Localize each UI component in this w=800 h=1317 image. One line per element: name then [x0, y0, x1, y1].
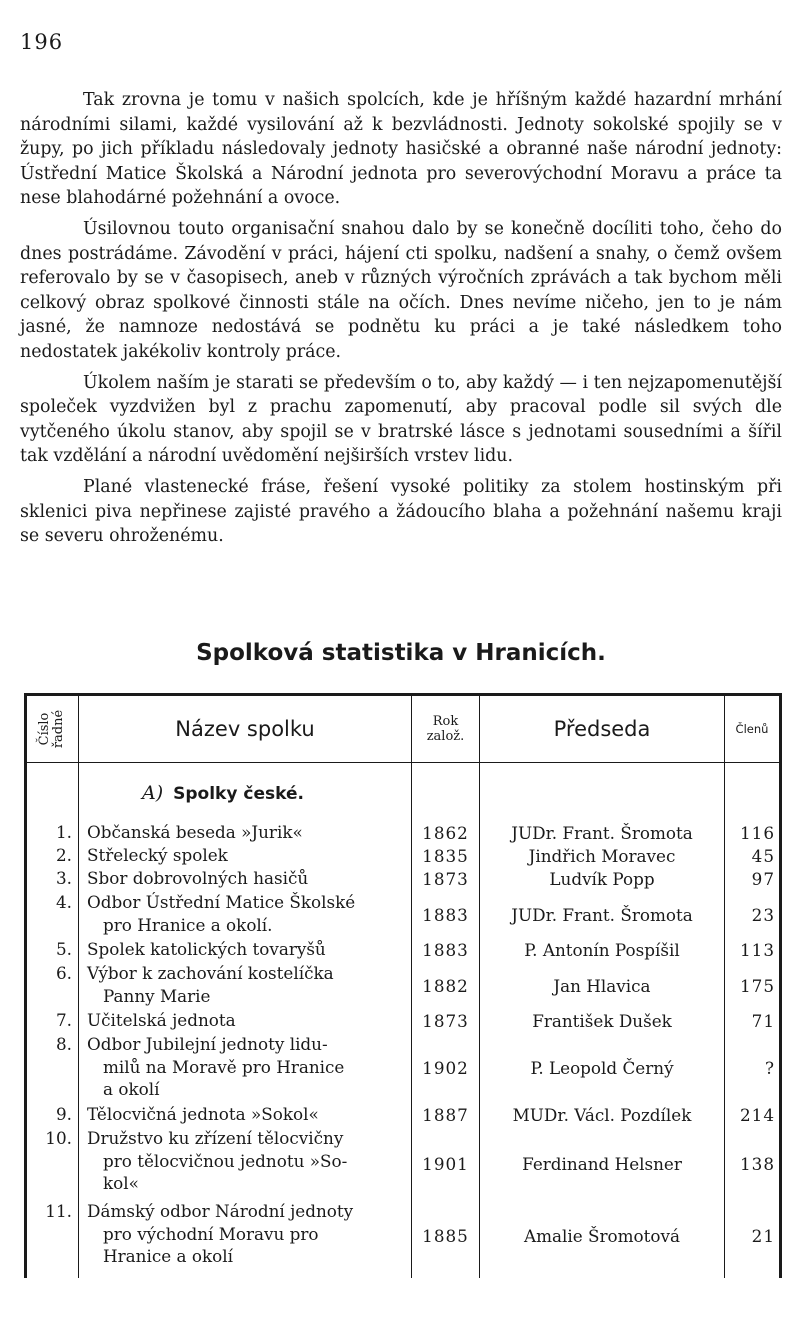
table-row — [27, 938, 779, 962]
table-subheading — [142, 782, 304, 804]
row-number: 11. — [45, 1201, 72, 1221]
statistics-table — [24, 693, 782, 1278]
row-name: Spolek katolických tovaryšů — [87, 939, 326, 959]
row-name: Dámský odbor Národní jednoty pro východní Moravu pro Hranice a okolí — [87, 1201, 354, 1266]
table-row — [27, 891, 779, 938]
row-members: ? — [765, 1058, 775, 1078]
row-chair: Amalie Šromotová — [523, 1226, 680, 1246]
subheading-letter: A) — [142, 782, 164, 804]
row-name: Odbor Ústřední Matice Školské pro Hranice a okolí. — [87, 892, 356, 935]
paragraph: Plané vlastenecké fráse, řešení vysoké politiky za stolem hostinským při sklenici piva nepřinese zajisté pravého a žádoucího blaha a požehnání našemu kraji se severu ohroženému. — [20, 477, 782, 546]
row-members: 138 — [739, 1153, 775, 1174]
row-name: Občanská beseda »Jurik« — [87, 822, 303, 842]
row-members: 214 — [739, 1105, 775, 1125]
row-name: Sbor dobrovolných hasičů — [87, 868, 309, 888]
row-members: 45 — [751, 845, 775, 866]
table-row — [27, 867, 779, 891]
row-year: 1883 — [422, 940, 469, 960]
row-chair: P. Antonín Pospíšil — [524, 940, 680, 960]
row-members: 71 — [751, 1011, 775, 1031]
row-members: 97 — [751, 869, 775, 889]
row-name: Učitelská jednota — [87, 1010, 236, 1030]
subheading-text: Spolky české. — [173, 784, 304, 804]
row-year: 1901 — [422, 1153, 469, 1174]
table-row — [27, 844, 779, 867]
row-year: 1883 — [422, 904, 469, 925]
header-name: Název spolku — [175, 717, 315, 741]
row-number: 6. — [55, 963, 72, 983]
row-name: Střelecký spolek — [87, 845, 228, 865]
row-year: 1873 — [422, 1011, 469, 1031]
row-chair: P. Leopold Černý — [530, 1058, 674, 1078]
table-row — [27, 1200, 779, 1272]
paragraph: Úsilovnou touto organisační snahou dalo by se konečně docíliti toho, čeho do dnes postrádáme. Závodění v práci, hájení cti spolku, nadšení a snahy, o čemž ovšem referovalo by se v časopisech, aneb v různých výročních zprávách a tak bychom měli celkový obraz spolkové činnosti stále na očích. Dnes nevíme ničeho, jen to je nám jasné, že namnoze nedostává se podnětu ku práci a je také následkem toho nedostatek jakékoliv kontroly práce. — [20, 219, 782, 362]
table-row — [27, 1103, 779, 1127]
row-members: 175 — [739, 975, 775, 996]
row-name: Výbor k zachování kostelíčka Panny Marie — [87, 963, 334, 1006]
row-chair: MUDr. Václ. Pozdílek — [512, 1105, 692, 1125]
row-year: 1873 — [422, 869, 469, 889]
page-number: 196 — [20, 30, 64, 54]
row-chair: JUDr. Frant. Šromota — [511, 822, 693, 843]
paragraph: Úkolem naším je starati se především o to, aby každý — i ten nejzapomenutější společek vyzdvižen byl z prachu zapomenutí, aby pracoval podle sil svých dle vytčeného úkolu stanov, aby spojil se v bratrské lásce s jednotami sousedními a šířil tak vzdělání a národní uvědomění nejširších vrstev lidu. — [20, 372, 782, 466]
row-number: 1. — [55, 822, 72, 842]
row-members: 21 — [751, 1226, 775, 1246]
row-chair: Jindřich Moravec — [528, 845, 676, 866]
table-row — [27, 1009, 779, 1033]
paragraph: Tak zrovna je tomu v našich spolcích, kde je hříšným každé hazardní mrhání národními silami, každé vysilování až k bezvládnosti. Jednoty sokolské spojily se v župy, po jich příkladu následovaly jednoty hasičské a obranné naše národní jednoty: Ústřední Matice Školská a Národní jednota pro severovýchodní Moravu a práce ta nese blahodárné požehnání a ovoce. — [20, 90, 782, 208]
table-row — [27, 821, 779, 844]
row-chair: JUDr. Frant. Šromota — [511, 904, 693, 925]
body-text — [20, 88, 782, 555]
row-name: Tělocvičná jednota »Sokol« — [87, 1104, 319, 1124]
row-year: 1887 — [422, 1105, 469, 1125]
row-chair: Ludvík Popp — [549, 869, 655, 889]
row-number: 3. — [55, 868, 72, 888]
row-chair: František Dušek — [532, 1011, 672, 1031]
table-row — [27, 1127, 779, 1200]
row-number: 4. — [55, 892, 72, 912]
row-name: Odbor Jubilejní jednoty lidu- milů na Moravě pro Hranice a okolí — [87, 1034, 345, 1099]
row-number: 9. — [55, 1104, 72, 1124]
table-row — [27, 962, 779, 1009]
header-chair: Předseda — [553, 717, 651, 741]
row-number: 2. — [55, 845, 72, 865]
row-members: 113 — [739, 940, 775, 960]
row-chair: Ferdinand Helsner — [522, 1153, 682, 1174]
header-year: Rok založ. — [426, 714, 465, 744]
row-chair: Jan Hlavica — [553, 975, 651, 996]
row-number: 8. — [55, 1034, 72, 1054]
row-year: 1885 — [422, 1226, 469, 1246]
header-divider — [27, 762, 779, 763]
row-year: 1882 — [422, 975, 469, 996]
row-year: 1902 — [422, 1058, 469, 1078]
row-name: Družstvo ku zřízení tělocvičny pro tělocvičnou jednotu »So- kol« — [87, 1128, 348, 1193]
row-number: 10. — [45, 1128, 72, 1148]
row-year: 1862 — [422, 822, 469, 843]
table-rows — [27, 821, 779, 1272]
row-members: 23 — [751, 904, 775, 925]
section-title: Spolková statistika v Hranicích. — [196, 640, 606, 666]
header-members: Členů — [735, 722, 769, 736]
row-year: 1835 — [422, 845, 469, 866]
row-members: 116 — [739, 822, 775, 843]
row-number: 7. — [55, 1010, 72, 1030]
header-number: Číslo řadné — [37, 709, 67, 749]
table-row — [27, 1033, 779, 1103]
row-number: 5. — [55, 939, 72, 959]
